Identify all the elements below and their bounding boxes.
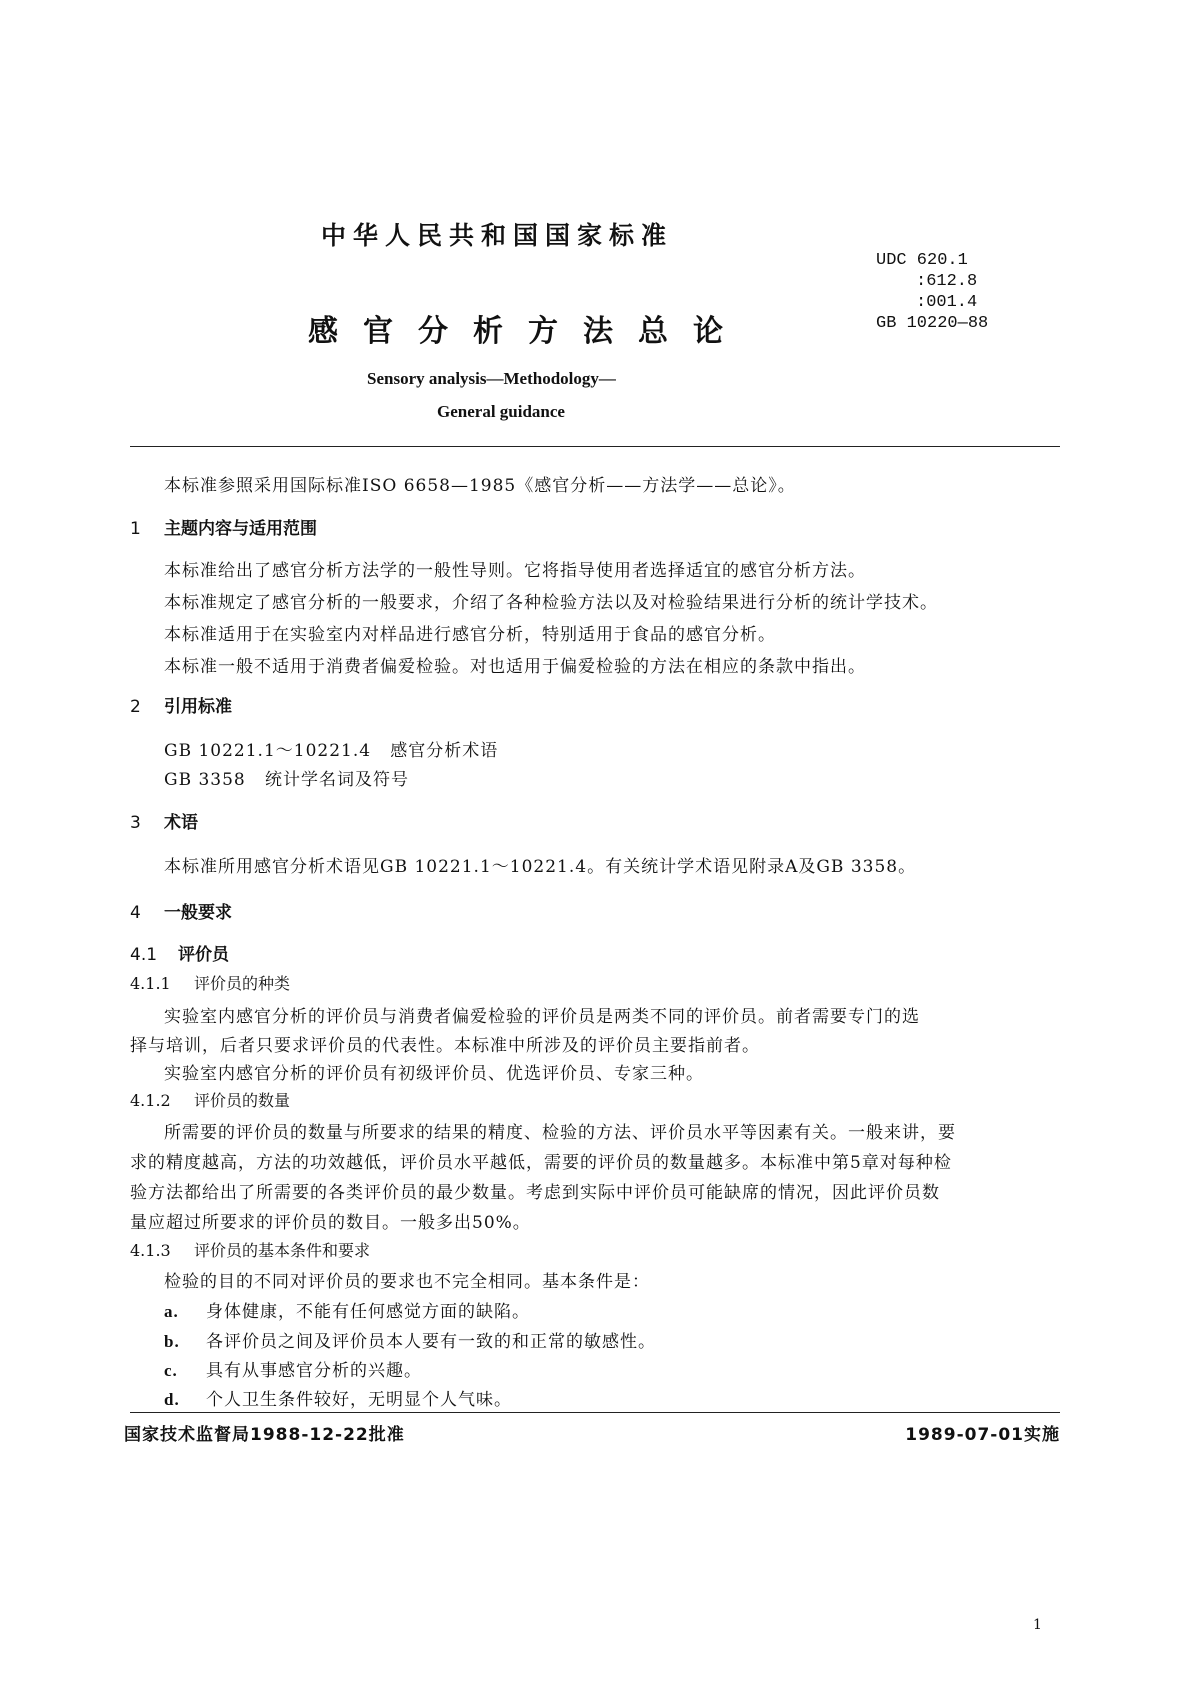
section-4-1-1-number: 4.1.1: [130, 974, 171, 993]
list-item: [164, 1297, 530, 1322]
section-4-1-3-paragraph: 检验的目的不同对评价员的要求也不完全相同。基本条件是：: [164, 1272, 650, 1292]
reference-standard-2: GB 3358 统计学名词及符号: [164, 770, 409, 790]
section-4-number: 4: [130, 903, 141, 923]
list-item-text: 各评价员之间及评价员本人要有一致的和正常的敏感性。: [206, 1332, 656, 1352]
section-1-paragraph-1: 本标准给出了感官分析方法学的一般性导则。它将指导使用者选择适宜的感官分析方法。: [164, 561, 866, 581]
section-2-title: 引用标准: [164, 697, 232, 717]
section-4-1-2-heading: [130, 1088, 290, 1111]
reference-standard-1: GB 10221.1～10221.4 感官分析术语: [164, 741, 499, 761]
document-title-en-line2: General guidance: [437, 402, 565, 421]
section-1-number: 1: [130, 519, 141, 539]
section-1-paragraph-3: 本标准适用于在实验室内对样品进行感官分析，特别适用于食品的感官分析。: [164, 625, 776, 645]
list-item: [164, 1327, 656, 1352]
section-4-1-3-heading: [130, 1238, 370, 1261]
section-4-1-1-heading: [130, 971, 290, 994]
section-3-number: 3: [130, 813, 141, 833]
list-item-label: b.: [164, 1332, 180, 1351]
header-divider: [130, 446, 1060, 447]
list-item-text: 具有从事感官分析的兴趣。: [206, 1361, 422, 1381]
section-4-1-2-title: 评价员的数量: [194, 1091, 291, 1110]
udc-code-block: [876, 250, 988, 334]
list-item-label: d.: [164, 1390, 180, 1409]
intro-paragraph: 本标准参照采用国际标准ISO 6658—1985《感官分析——方法学——总论》。: [164, 476, 796, 496]
section-4-1-3-number: 4.1.3: [130, 1241, 171, 1260]
approval-date: 国家技术监督局1988-12-22批准: [124, 1425, 405, 1445]
gb-code: GB 10220—88: [876, 314, 989, 333]
section-2-number: 2: [130, 697, 141, 717]
section-4-1-heading: [130, 940, 229, 965]
section-4-1-1-paragraph-1-line-1: 实验室内感官分析的评价员与消费者偏爱检验的评价员是两类不同的评价员。前者需要专门的选: [164, 1007, 920, 1027]
section-3-paragraph: 本标准所用感官分析术语见GB 10221.1～10221.4。有关统计学术语见附录A及GB 3358。: [164, 857, 917, 877]
footer-divider: [130, 1412, 1060, 1413]
section-4-1-1-title: 评价员的种类: [194, 974, 291, 993]
list-item-label: c.: [164, 1361, 178, 1380]
section-3-heading: [130, 808, 198, 833]
section-4-1-1-paragraph-1-line-2: 择与培训，后者只要求评价员的代表性。本标准中所涉及的评价员主要指前者。: [130, 1036, 760, 1056]
national-standard-heading: 中华人民共和国国家标准: [321, 221, 674, 250]
section-4-1-2-paragraph-line-1: 所需要的评价员的数量与所要求的结果的精度、检验的方法、评价员水平等因素有关。一般来讲，要: [164, 1123, 956, 1143]
section-4-heading: [130, 898, 232, 923]
section-3-title: 术语: [164, 813, 198, 833]
effective-date: 1989-07-01实施: [905, 1425, 1060, 1445]
section-1-paragraph-4: 本标准一般不适用于消费者偏爱检验。对也适用于偏爱检验的方法在相应的条款中指出。: [164, 657, 866, 677]
section-4-title: 一般要求: [164, 903, 232, 923]
list-item: [164, 1356, 422, 1381]
section-4-1-2-number: 4.1.2: [130, 1091, 171, 1110]
section-4-1-title: 评价员: [178, 945, 229, 965]
section-2-heading: [130, 692, 232, 717]
section-4-1-1-paragraph-2: 实验室内感官分析的评价员有初级评价员、优选评价员、专家三种。: [164, 1064, 704, 1084]
list-item: [164, 1385, 512, 1410]
udc-line-2: :612.8: [916, 272, 978, 291]
section-1-paragraph-2: 本标准规定了感官分析的一般要求，介绍了各种检验方法以及对检验结果进行分析的统计学技术。: [164, 593, 938, 613]
udc-line-3: :001.4: [916, 293, 978, 312]
section-4-1-number: 4.1: [130, 945, 158, 965]
list-item-text: 身体健康，不能有任何感觉方面的缺陷。: [206, 1302, 530, 1322]
section-4-1-2-paragraph-line-2: 求的精度越高，方法的功效越低，评价员水平越低，需要的评价员的数量越多。本标准中第5章对每种检: [130, 1153, 952, 1173]
section-4-1-3-title: 评价员的基本条件和要求: [194, 1241, 371, 1260]
section-4-1-2-paragraph-line-4: 量应超过所要求的评价员的数目。一般多出50%。: [130, 1213, 531, 1233]
section-1-title: 主题内容与适用范围: [164, 519, 317, 539]
document-title-cn: 感官分析方法总论: [308, 314, 748, 349]
section-4-1-2-paragraph-line-3: 验方法都给出了所需要的各类评价员的最少数量。考虑到实际中评价员可能缺席的情况，因此评价员数: [130, 1183, 940, 1203]
list-item-label: a.: [164, 1302, 179, 1321]
udc-line-1: UDC 620.1: [876, 251, 968, 270]
document-title-en-line1: Sensory analysis—Methodology—: [367, 369, 616, 388]
list-item-text: 个人卫生条件较好，无明显个人气味。: [206, 1390, 512, 1410]
section-1-heading: [130, 514, 317, 539]
page-number: 1: [1033, 1617, 1042, 1633]
